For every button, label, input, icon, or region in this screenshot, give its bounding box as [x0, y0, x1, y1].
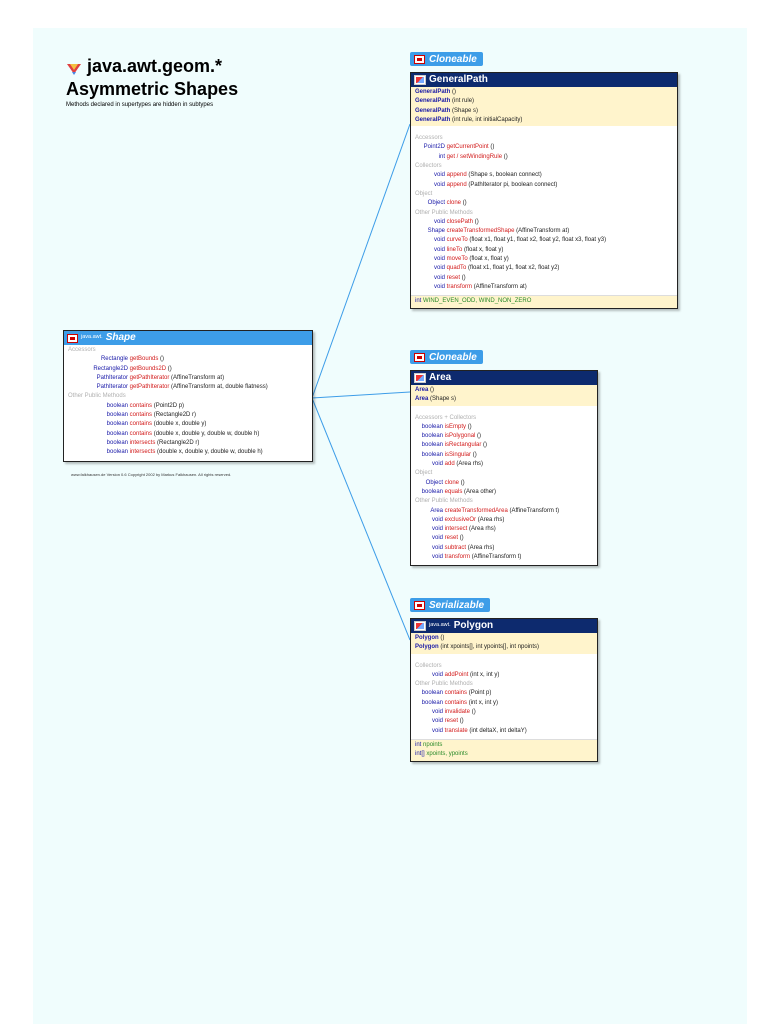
constructor-row[interactable] [415, 116, 673, 125]
method-row[interactable] [415, 227, 673, 236]
constructor-params: () [452, 89, 457, 95]
method-row[interactable] [415, 534, 593, 543]
section-label: Other Public Methods [415, 681, 473, 688]
method-params: (float x, float y) [464, 246, 504, 253]
method-row[interactable] [415, 516, 593, 525]
method-params: (Point2D p) [153, 402, 185, 409]
method-row[interactable] [415, 488, 593, 497]
method-row[interactable] [415, 451, 593, 460]
method-name: append [446, 181, 467, 188]
method-row[interactable] [415, 143, 673, 152]
section-label: Accessors [415, 135, 443, 142]
method-row[interactable] [415, 153, 673, 162]
method-params: (Shape s, boolean connect) [468, 172, 542, 179]
method-row[interactable] [415, 479, 593, 488]
method-params: (AffineTransform at, double flatness) [171, 384, 268, 391]
interface-icon [67, 334, 78, 343]
method-name: isSingular [444, 451, 472, 458]
method-row[interactable] [415, 264, 673, 273]
constructor-row[interactable] [415, 107, 673, 116]
class-members [411, 406, 597, 566]
constructor-name: GeneralPath [415, 116, 451, 123]
method-params: (double x, double y, double w, double h) [153, 430, 260, 437]
method-params: (AffineTransform at) [473, 283, 527, 290]
return-type: boolean [106, 430, 128, 437]
constructor-row[interactable] [415, 634, 593, 643]
interface-icon [414, 55, 425, 64]
return-type: void [433, 274, 445, 281]
method-name: addPoint [444, 671, 469, 678]
section-label: Collectors [415, 662, 442, 669]
method-row[interactable] [415, 171, 673, 180]
method-params: (AffineTransform at) [516, 228, 570, 235]
section-label: Accessors [68, 347, 96, 353]
method-row[interactable] [68, 374, 308, 383]
interface-name: Serializable [429, 599, 485, 611]
class-header-generalpath [411, 73, 677, 87]
field-type: int [415, 741, 422, 748]
class-icon [414, 75, 426, 85]
method-name: contains [444, 690, 468, 697]
class-members [411, 126, 677, 295]
method-row[interactable] [415, 507, 593, 516]
return-type: Object [427, 200, 445, 207]
return-type: boolean [421, 423, 443, 430]
method-params: (int x, int y) [470, 671, 500, 678]
return-type: void [433, 246, 445, 253]
method-row[interactable] [415, 423, 593, 432]
return-type: boolean [421, 699, 443, 706]
class-members [64, 345, 312, 461]
return-type: void [431, 709, 443, 716]
interface-icon [414, 353, 425, 362]
method-params: (AffineTransform t) [471, 554, 522, 561]
return-type: void [431, 671, 443, 678]
class-box-polygon[interactable] [410, 618, 598, 762]
method-row[interactable] [415, 525, 593, 534]
method-row[interactable] [415, 689, 593, 698]
return-type: boolean [106, 421, 128, 428]
method-name: lineTo [446, 246, 463, 253]
return-type: void [433, 181, 445, 188]
method-params: (AffineTransform t) [509, 507, 560, 514]
return-type: void [431, 718, 443, 725]
method-params: (int deltaX, int deltaY) [469, 727, 527, 734]
method-row[interactable] [68, 430, 308, 439]
return-type: PathIterator [96, 384, 128, 391]
class-fields [411, 739, 597, 761]
return-type: void [433, 256, 445, 263]
constructor-row[interactable] [415, 97, 673, 106]
constructors [411, 633, 597, 654]
method-params: (Area other) [464, 488, 497, 495]
constructors [411, 385, 597, 406]
method-params: (int x, int y) [468, 699, 499, 706]
return-type: boolean [421, 690, 443, 697]
connector-polygon [312, 398, 410, 640]
constructor-name: Area [415, 387, 429, 393]
class-package: java.awt. [429, 622, 451, 629]
method-row[interactable] [415, 699, 593, 708]
method-params: (Area rhs) [469, 526, 496, 533]
method-name: append [446, 172, 467, 179]
return-type: void [433, 283, 445, 290]
class-fields [411, 295, 677, 307]
interface-name: Cloneable [429, 351, 477, 363]
method-params: () [474, 218, 479, 225]
method-row[interactable] [415, 441, 593, 450]
return-type: void [431, 554, 443, 561]
return-type: PathIterator [96, 374, 128, 381]
method-params: (Area rhs) [456, 461, 484, 468]
field-row[interactable] [415, 741, 593, 750]
method-row[interactable] [415, 255, 673, 264]
method-params: (float x1, float y1, float x2, float y2) [468, 265, 560, 272]
method-name: getBounds [129, 356, 159, 363]
section-label: Other Public Methods [415, 209, 473, 216]
method-name: getCurrentPoint [446, 144, 489, 151]
method-name: closePath [446, 218, 474, 225]
method-name: contains [129, 421, 153, 428]
method-name: invalidate [444, 709, 471, 716]
return-type: boolean [421, 488, 443, 495]
return-type: Object [425, 479, 443, 486]
class-package: java.awt. [81, 334, 103, 341]
method-name: contains [129, 402, 153, 409]
return-type: Point2D [423, 144, 445, 151]
package-icon [66, 60, 82, 74]
package-heading [66, 56, 238, 77]
constructor-row[interactable] [415, 88, 673, 97]
interface-badge-cloneable [410, 52, 483, 66]
interface-icon [414, 601, 425, 610]
method-params: () [503, 153, 508, 160]
method-params: (float x1, float y1, float x2, float y2, float x3, float y3) [469, 237, 607, 244]
method-name: reset [444, 718, 459, 725]
return-type: Area [430, 507, 443, 514]
method-params: (Area rhs) [477, 516, 505, 523]
method-row[interactable] [68, 355, 308, 364]
method-row[interactable] [68, 411, 308, 420]
return-type: void [431, 535, 443, 542]
method-row[interactable] [415, 553, 593, 562]
constructor-name: Area [415, 396, 429, 403]
method-params: (PathIterator pi, boolean connect) [468, 181, 558, 188]
return-type: void [433, 265, 445, 272]
return-type: Rectangle2D [93, 365, 128, 372]
method-params: () [459, 535, 464, 542]
class-box-area[interactable] [410, 370, 598, 566]
method-row[interactable] [415, 432, 593, 441]
constructor-name: GeneralPath [415, 89, 451, 95]
class-icon [414, 621, 426, 631]
return-type: void [431, 544, 443, 551]
class-name: Area [429, 372, 452, 384]
method-row[interactable] [68, 383, 308, 392]
class-members [411, 654, 597, 739]
method-name: getPathIterator [129, 374, 170, 381]
method-name: get / setWindingRule [446, 153, 503, 160]
connector-area [312, 392, 410, 398]
page-title: Asymmetric Shapes [66, 79, 239, 99]
method-row[interactable] [415, 727, 593, 736]
method-name: intersect [444, 526, 468, 533]
class-box-shape[interactable] [63, 330, 313, 462]
section-label: Other Public Methods [415, 498, 473, 505]
method-name: createTransformedShape [446, 228, 515, 235]
method-row[interactable] [68, 420, 308, 429]
method-row[interactable] [68, 402, 308, 411]
section-label: Accessors + Collectors [415, 414, 477, 421]
method-params: () [167, 365, 172, 372]
method-name: getBounds2D [129, 365, 167, 372]
method-name: getPathIterator [129, 384, 170, 391]
return-type: boolean [421, 442, 443, 449]
method-params: () [459, 718, 464, 725]
return-type: void [433, 237, 445, 244]
method-name: translate [444, 727, 468, 734]
title-block [66, 56, 238, 108]
method-name: contains [444, 699, 468, 706]
constructor-params: (Shape s) [452, 107, 479, 114]
field-type: int [415, 298, 422, 305]
method-row[interactable] [415, 236, 673, 245]
interface-badge-cloneable [410, 350, 483, 364]
constructor-name: Polygon [415, 644, 439, 651]
method-name: contains [129, 412, 153, 419]
class-name: GeneralPath [429, 74, 488, 86]
constructor-params: (int xpoints[], int ypoints[], int npoints) [440, 644, 540, 651]
method-row[interactable] [415, 218, 673, 227]
method-params: (float x, float y) [469, 256, 509, 263]
constructor-params: (int rule) [452, 98, 475, 105]
method-name: contains [129, 430, 153, 437]
method-name: reset [444, 535, 459, 542]
method-name: reset [446, 274, 461, 281]
method-name: clone [444, 479, 460, 486]
field-names: WIND_EVEN_ODD, WIND_NON_ZERO [423, 298, 532, 305]
constructor-params: (Shape s) [430, 396, 457, 403]
constructor-name: GeneralPath [415, 107, 451, 114]
class-icon [414, 373, 426, 383]
method-row[interactable] [68, 365, 308, 374]
method-params: () [471, 709, 476, 716]
method-name: curveTo [446, 237, 468, 244]
return-type: Rectangle [100, 356, 128, 363]
section-label: Other Public Methods [68, 393, 126, 400]
section-label: Collectors [415, 163, 442, 170]
return-type: void [431, 516, 443, 523]
class-name: Polygon [453, 620, 494, 632]
method-params: () [472, 451, 477, 458]
return-type: void [433, 218, 445, 225]
interface-badge-serializable [410, 598, 490, 612]
method-name: moveTo [446, 256, 468, 263]
constructor-params: (int rule, int initialCapacity) [452, 116, 523, 123]
class-header-polygon [411, 619, 597, 633]
return-type: void [431, 526, 443, 533]
constructor-row[interactable] [415, 386, 593, 395]
method-name: equals [444, 488, 463, 495]
method-params: () [483, 442, 488, 449]
method-name: transform [446, 283, 473, 290]
method-row[interactable] [415, 708, 593, 717]
return-type: boolean [106, 412, 128, 419]
method-name: subtract [444, 544, 467, 551]
return-type: boolean [106, 439, 128, 446]
method-params: () [467, 423, 472, 430]
method-row[interactable] [415, 544, 593, 553]
field-names: xpoints, ypoints [426, 751, 468, 758]
method-params: () [477, 433, 482, 440]
method-name: quadTo [446, 265, 467, 272]
field-names: npoints [423, 741, 443, 748]
class-header-shape [64, 331, 312, 345]
section-label: Object [415, 190, 433, 197]
copyright-footer: www.falkhausen.de Version 0.6 Copyright 2002 by Markus Falkhausen. All rights reserved. [71, 472, 232, 477]
method-name: createTransformedArea [444, 507, 508, 514]
return-type: void [431, 727, 443, 734]
method-name: intersects [129, 439, 156, 446]
method-name: transform [444, 554, 471, 561]
method-row[interactable] [415, 246, 673, 255]
method-name: isEmpty [444, 423, 467, 430]
class-name: Shape [105, 332, 136, 344]
return-type: boolean [106, 449, 128, 456]
return-type: void [433, 172, 445, 179]
constructors [411, 87, 677, 126]
method-row[interactable] [415, 199, 673, 208]
field-row[interactable] [415, 297, 673, 306]
method-params: () [160, 356, 165, 363]
constructor-row[interactable] [415, 643, 593, 652]
method-row[interactable] [415, 460, 593, 469]
return-type: boolean [421, 451, 443, 458]
return-type: void [431, 461, 443, 468]
method-row[interactable] [415, 274, 673, 283]
constructor-name: Polygon [415, 635, 439, 641]
method-params: () [461, 274, 466, 281]
constructor-name: GeneralPath [415, 98, 451, 105]
class-header-area [411, 371, 597, 385]
return-type: boolean [421, 433, 443, 440]
method-params: (Rectangle2D r) [157, 439, 200, 446]
method-row[interactable] [415, 717, 593, 726]
method-name: add [444, 461, 455, 468]
interface-name: Cloneable [429, 53, 477, 65]
return-type: int [438, 153, 445, 160]
method-params: (Point p) [468, 690, 492, 697]
method-params: (double x, double y) [153, 421, 207, 428]
method-row[interactable] [68, 448, 308, 457]
page-subtitle: Methods declared in supertypes are hidden in subtypes [66, 102, 214, 108]
return-type: Shape [427, 228, 445, 235]
method-row[interactable] [68, 439, 308, 448]
method-params: () [462, 200, 467, 207]
connector-generalpath [312, 124, 410, 398]
return-type: boolean [106, 402, 128, 409]
method-params: () [460, 479, 465, 486]
package-name: java.awt.geom.* [87, 56, 223, 76]
method-params: () [490, 144, 495, 151]
constructor-params: () [430, 387, 435, 393]
method-name: exclusiveOr [444, 516, 477, 523]
method-params: (Rectangle2D r) [153, 412, 197, 419]
method-params: (double x, double y, double w, double h) [157, 449, 263, 456]
field-type: int[] [415, 751, 425, 758]
method-params: (AffineTransform at) [171, 374, 225, 381]
method-name: isPolygonal [444, 433, 476, 440]
constructor-params: () [440, 635, 445, 641]
method-name: isRectangular [444, 442, 482, 449]
method-name: clone [446, 200, 462, 207]
method-row[interactable] [415, 671, 593, 680]
field-row[interactable] [415, 750, 593, 759]
class-box-generalpath[interactable] [410, 72, 678, 309]
section-label: Object [415, 470, 433, 477]
method-name: intersects [129, 449, 156, 456]
constructor-row[interactable] [415, 395, 593, 404]
method-row[interactable] [415, 283, 673, 292]
method-row[interactable] [415, 181, 673, 190]
method-params: (Area rhs) [467, 544, 495, 551]
